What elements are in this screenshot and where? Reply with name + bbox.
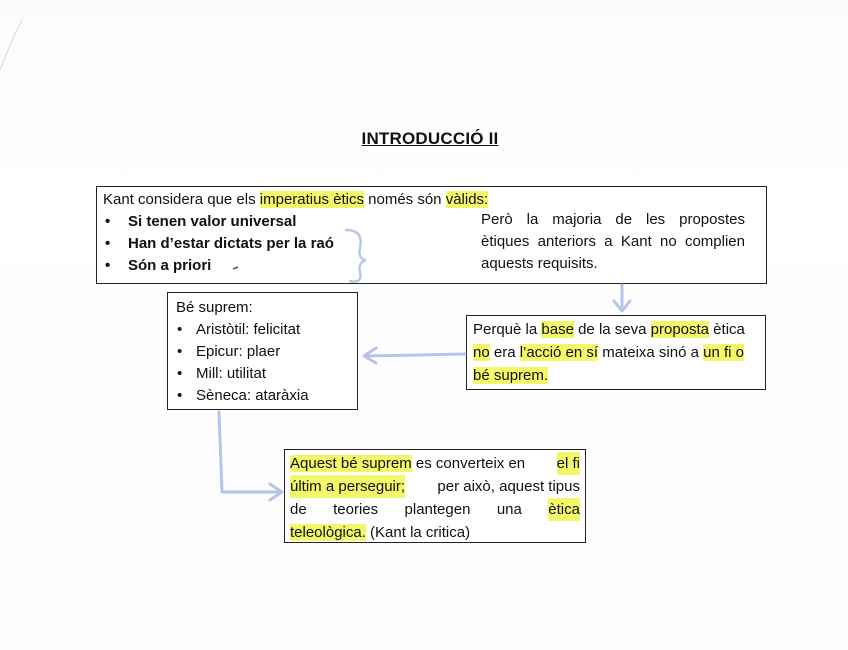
requirement-label: Són a priori [128, 257, 212, 274]
be-suprem-heading: Bé suprem: [176, 299, 253, 316]
text: es converteix en [411, 455, 526, 472]
intro-text-mid: només són [363, 191, 446, 208]
bullet: • [177, 343, 183, 360]
highlight-ultim: últim a perseguir; [290, 475, 405, 498]
bullet: • [105, 235, 111, 252]
page-title: INTRODUCCIÓ II [361, 129, 499, 148]
word: plantegen [404, 501, 471, 518]
intro-text: Kant considera que els [103, 191, 260, 208]
requirement-label: Han d’estar dictats per la raó [128, 235, 334, 252]
philosopher-label: Sèneca: ataràxia [196, 387, 309, 404]
curly-brace-mark [346, 230, 366, 282]
text: Perquè la [473, 321, 542, 338]
text: (Kant la critica) [365, 524, 471, 541]
tick-mark [233, 267, 238, 269]
text: mateixa sinó a [598, 344, 704, 361]
bullet: • [105, 213, 111, 230]
bullet: • [105, 257, 111, 274]
philosopher-label: Epicur: plaer [196, 343, 281, 360]
highlight-base: base [541, 321, 574, 338]
word: de [290, 501, 307, 518]
philosopher-label: Aristòtil: felicitat [196, 321, 301, 338]
arrow-elbow-icon [219, 412, 280, 492]
highlight-el-fi: el fi [557, 452, 580, 475]
philosopher-label: Mill: utilitat [196, 365, 267, 382]
bullet: • [177, 387, 183, 404]
highlight-teleologica: teleològica. [290, 524, 366, 541]
requirement-label: Si tenen valor universal [128, 213, 297, 230]
highlight-no: no [473, 344, 490, 361]
bullet: • [177, 365, 183, 382]
highlight-valids: vàlids: [445, 191, 489, 208]
bullet: • [177, 321, 183, 338]
highlight-be-suprem: bé suprem. [473, 367, 549, 384]
text: per això, aquest tipus [437, 478, 580, 495]
note-line: aquests requisits. [481, 255, 598, 272]
scan-corner-artifact [0, 20, 22, 70]
highlight-accio: l’acció en sí [519, 344, 599, 361]
text: ètica [709, 321, 745, 338]
highlight-imperatius: imperatius ètics [259, 191, 364, 208]
text: era [489, 344, 520, 361]
note-line: Però la majoria de les propostes [481, 211, 745, 228]
text: de la seva [573, 321, 651, 338]
highlight-proposta: proposta [650, 321, 710, 338]
word: teories [333, 501, 379, 518]
highlight-aquest: Aquest bé suprem [290, 455, 412, 472]
highlight-etica: ètica [548, 498, 580, 521]
word: una [496, 501, 522, 518]
note-line: ètiques anteriors a Kant no complien [481, 233, 745, 250]
highlight-un-fi: un fi o [703, 344, 745, 361]
arrow-left-icon [366, 354, 465, 356]
